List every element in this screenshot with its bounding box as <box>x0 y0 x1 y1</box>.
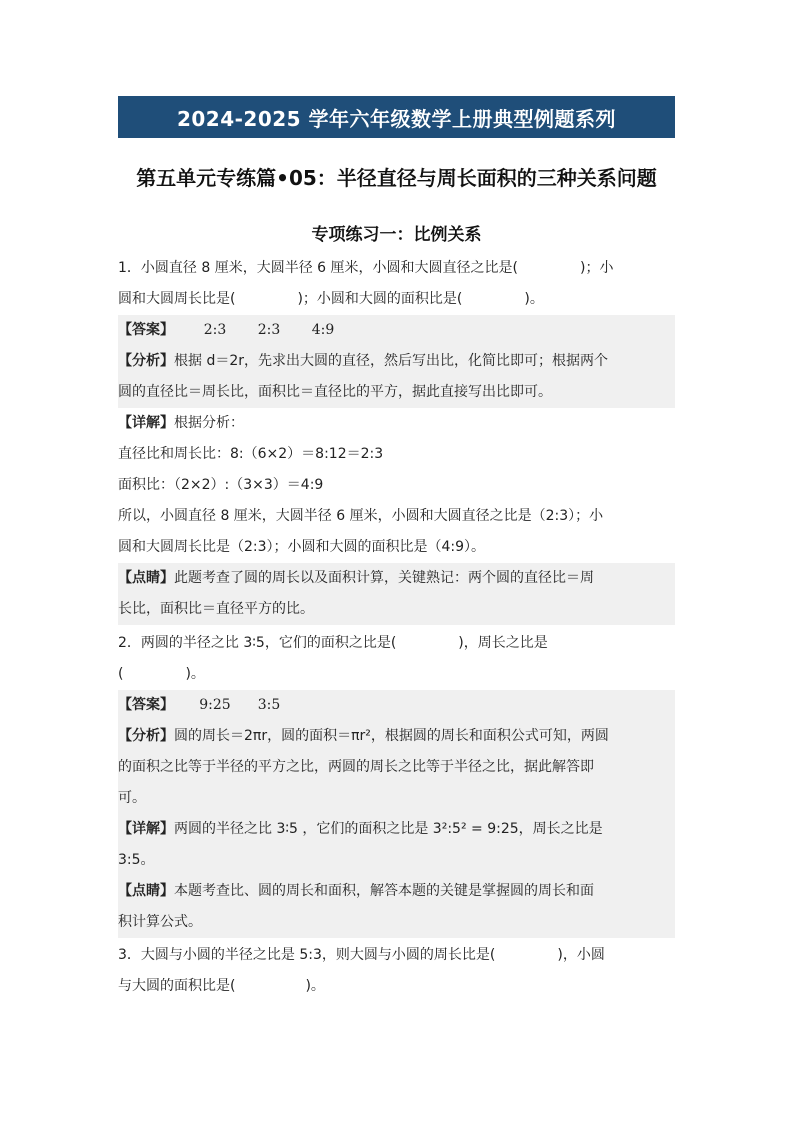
series-title: 2024-2025 学年六年级数学上册典型例题系列 <box>176 106 617 131</box>
q2-comment-1: 【点睛】本题考查比、圆的周长和面积，解答本题的关键是掌握圆的周长和面 <box>118 876 675 907</box>
q2-comment-2: 积计算公式。 <box>118 907 675 938</box>
q1-answer-3: 4:9 <box>311 322 335 338</box>
q2-answer: 【答案】 9:25 3:5 <box>118 690 675 721</box>
q1-answer-2: 2:3 <box>257 322 281 338</box>
q1-analysis-2: 圆的直径比＝周长比，面积比＝直径比的平方，据此直接写出比即可。 <box>118 377 675 408</box>
q1-comment-1: 【点睛】此题考查了圆的周长以及面积计算，关键熟记：两个圆的直径比＝周 <box>118 563 675 594</box>
q1-line-2: 圆和大圆周长比是( )；小圆和大圆的面积比是( )。 <box>118 291 544 307</box>
q1-detail-1: 【详解】根据分析： <box>118 415 244 431</box>
question-3 <box>118 940 675 1002</box>
q1-answer-1: 2:3 <box>203 322 227 338</box>
q2-detail-1: 【详解】两圆的半径之比 3∶5 ，它们的面积之比是 3²:5² = 9:25，周长之比是 <box>118 814 675 845</box>
q1-detail-2: 直径比和周长比：8:（6×2）＝8:12＝2:3 <box>118 446 384 462</box>
q2-answer-1: 9:25 <box>199 697 231 713</box>
q3-line-2: 与大圆的面积比是( )。 <box>118 978 325 994</box>
q2-analysis-3: 可。 <box>118 783 675 814</box>
q1-detail-4: 所以，小圆直径 8 厘米，大圆半径 6 厘米，小圆和大圆直径之比是（2:3）；小 <box>118 508 604 524</box>
question-1 <box>118 253 675 625</box>
section-title: 专项练习一：比例关系 <box>311 225 482 245</box>
q1-analysis-1: 【分析】根据 d＝2r，先求出大圆的直径，然后写出比，化简比即可；根据两个 <box>118 346 675 377</box>
q2-line-2: ( )。 <box>118 666 205 682</box>
q2-answer-2: 3:5 <box>257 697 281 713</box>
q2-analysis-1: 【分析】圆的周长＝2πr，圆的面积＝πr²，根据圆的周长和面积公式可知，两圆 <box>118 721 675 752</box>
q2-line-1: 2．两圆的半径之比 3∶5，它们的面积之比是( )，周长之比是 <box>118 635 548 651</box>
q1-answer: 【答案】 2:3 2:3 4:9 <box>118 315 675 346</box>
q2-analysis-2: 的面积之比等于半径的平方之比，两圆的周长之比等于半径之比，据此解答即 <box>118 752 675 783</box>
q1-detail-3: 面积比：（2×2）:（3×3）＝4:9 <box>118 477 324 493</box>
unit-title: 第五单元专练篇•05：半径直径与周长面积的三种关系问题 <box>136 166 657 190</box>
question-2 <box>118 628 675 938</box>
q1-line-1: 1．小圆直径 8 厘米，大圆半径 6 厘米，小圆和大圆直径之比是( )；小 <box>118 260 614 276</box>
q3-line-1: 3．大圆与小圆的半径之比是 5:3，则大圆与小圆的周长比是( )，小圆 <box>118 947 605 963</box>
q1-comment-2: 长比，面积比＝直径平方的比。 <box>118 594 675 625</box>
series-banner <box>118 96 675 138</box>
q1-detail-5: 圆和大圆周长比是（2:3）；小圆和大圆的面积比是（4:9）。 <box>118 539 486 555</box>
q2-detail-2: 3:5。 <box>118 845 675 876</box>
